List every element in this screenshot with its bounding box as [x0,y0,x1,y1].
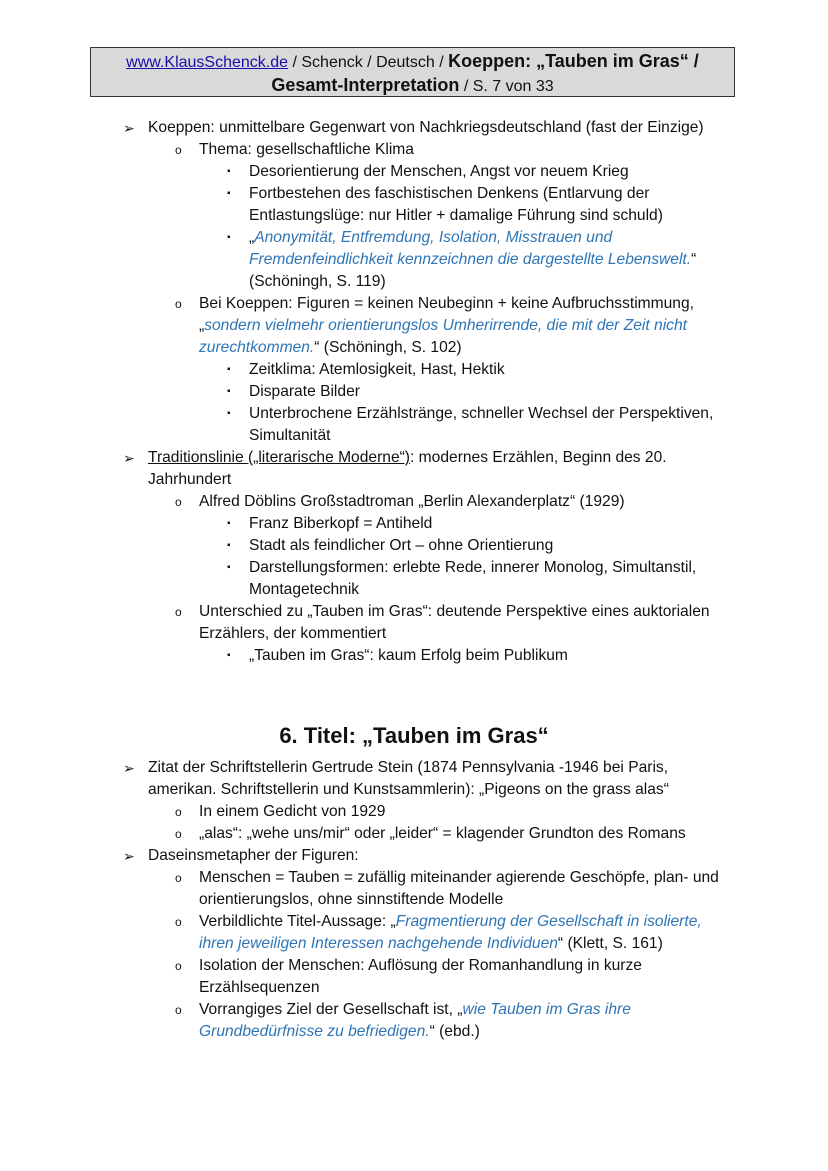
item-text: Stadt als feindlicher Ort – ohne Orientierung [249,537,554,554]
item-text: Alfred Döblins Großstadtroman „Berlin Alexanderplatz“ (1929) [199,493,625,510]
item-text: Vorrangiges Ziel der Gesellschaft ist, „ [199,1001,463,1018]
item-text: Darstellungsformen: erlebte Rede, innerer Monolog, Simultanstil, Montagetechnik [249,559,697,598]
section-titel [0,757,828,1043]
quotation-text: Anonymität, Entfremdung, Isolation, Misstrauen und Fremdenfeindlichkeit kennzeichnen die dargestellte Lebenswelt. [249,229,692,268]
list-item-level-2 [175,139,739,161]
list-item-level-2 [175,801,739,823]
list-item-level-1 [123,447,738,491]
square-bullet-icon: ▪ [227,386,231,397]
list-item-level-1 [123,117,738,139]
arrow-bullet-icon: ➢ [123,848,135,864]
item-text: „alas“: „wehe uns/mir“ oder „leider“ = klagender Grundton des Romans [199,825,686,842]
item-text: “ (Schöningh, S. 102) [314,339,462,356]
circle-bullet-icon: o [175,605,182,619]
page-number: / S. 7 von 33 [459,78,554,95]
list-item-level-3 [227,535,739,557]
square-bullet-icon: ▪ [227,650,231,661]
square-bullet-icon: ▪ [227,188,231,199]
item-text: Menschen = Tauben = zufällig miteinander agierende Geschöpfe, plan- und orientierungslos, ohne sinnstiftende Modelle [199,869,719,908]
arrow-bullet-icon: ➢ [123,760,135,776]
list-item-level-3 [227,183,739,227]
item-text: „Tauben im Gras“: kaum Erfolg beim Publikum [249,647,568,664]
item-text: Unterbrochene Erzählstränge, schneller Wechsel der Perspektiven, Simultanität [249,405,714,444]
arrow-bullet-icon: ➢ [123,450,135,466]
item-text: In einem Gedicht von 1929 [199,803,386,820]
circle-bullet-icon: o [175,959,182,973]
square-bullet-icon: ▪ [227,408,231,419]
circle-bullet-icon: o [175,1003,182,1017]
square-bullet-icon: ▪ [227,364,231,375]
item-text: Unterschied zu „Tauben im Gras“: deutende Perspektive eines auktorialen Erzählers, der kommentiert [199,603,710,642]
list-item-level-1 [123,757,738,801]
section-heading: 6. Titel: „Tauben im Gras“ [279,723,549,748]
list-item-level-3 [227,381,739,403]
item-text: Disparate Bilder [249,383,360,400]
quotation-text: wie Tauben im Gras ihre Grundbedürfnisse zu befriedigen. [199,1001,631,1040]
list-item-level-2 [175,293,739,359]
list-item-level-3 [227,403,739,447]
circle-bullet-icon: o [175,915,182,929]
arrow-bullet-icon: ➢ [123,120,135,136]
document-body [0,117,828,1043]
circle-bullet-icon: o [175,827,182,841]
item-text: „ [249,229,255,246]
square-bullet-icon: ▪ [227,518,231,529]
section-koeppen [0,117,828,667]
header-title-1: Koeppen: „Tauben im Gras“ / [448,51,699,71]
item-text: “ (Klett, S. 161) [557,935,663,952]
item-text: Bei Koeppen: Figuren = keinen Neubeginn + keine Aufbruchsstimmung, „ [199,295,694,334]
circle-bullet-icon: o [175,805,182,819]
item-text: : modernes Erzählen, Beginn des 20. Jahrhundert [148,449,667,488]
square-bullet-icon: ▪ [227,166,231,177]
list-item-level-3 [227,227,739,293]
circle-bullet-icon: o [175,495,182,509]
item-text: “ (ebd.) [429,1023,480,1040]
list-item-level-3 [227,645,739,667]
item-text: Desorientierung der Menschen, Angst vor neuem Krieg [249,163,629,180]
square-bullet-icon: ▪ [227,562,231,573]
list-item-level-3 [227,557,739,601]
list-item-level-3 [227,161,739,183]
list-item-level-2 [175,823,739,845]
item-text: Daseinsmetapher der Figuren: [148,847,359,864]
circle-bullet-icon: o [175,297,182,311]
item-text: Traditionslinie („literarische Moderne“) [148,449,411,466]
square-bullet-icon: ▪ [227,232,231,243]
list-item-level-3 [227,513,739,535]
list-item-level-3 [227,359,739,381]
item-text: Isolation der Menschen: Auflösung der Romanhandlung in kurze Erzählsequenzen [199,957,642,996]
item-text: “ (Schöningh, S. 119) [249,251,697,290]
list-item-level-2 [175,911,739,955]
list-item-level-2 [175,867,739,911]
quotation-text: sondern vielmehr orientierungslos Umherirrende, die mit der Zeit nicht zurechtkommen. [199,317,687,356]
item-text: Fortbestehen des faschistischen Denkens (Entlarvung der Entlastungslüge: nur Hitler + damalige Führung sind schuld) [249,185,663,224]
list-item-level-2 [175,955,739,999]
circle-bullet-icon: o [175,871,182,885]
square-bullet-icon: ▪ [227,540,231,551]
website-link[interactable]: www.KlausSchenck.de [126,54,289,71]
item-text: Verbildlichte Titel-Aussage: „ [199,913,396,930]
quotation-text: Fragmentierung der Gesellschaft in isolierte, ihren jeweiligen Interessen nachgehende Individuen [199,913,702,952]
list-item-level-2 [175,491,739,513]
item-text: Thema: gesellschaftliche Klima [199,141,414,158]
header-title-2: Gesamt-Interpretation [271,75,460,95]
header-path: / Schenck / Deutsch / [288,54,449,71]
item-text: Franz Biberkopf = Antiheld [249,515,433,532]
item-text: Zeitklima: Atemlosigkeit, Hast, Hektik [249,361,505,378]
item-text: Koeppen: unmittelbare Gegenwart von Nachkriegsdeutschland (fast der Einzige) [148,119,704,136]
page-header [90,47,735,97]
list-item-level-1 [123,845,738,867]
list-item-level-2 [175,999,739,1043]
list-item-level-2 [175,601,739,645]
circle-bullet-icon: o [175,143,182,157]
item-text: Zitat der Schriftstellerin Gertrude Stein (1874 Pennsylvania -1946 bei Paris, amerikan. Schriftstellerin und Kunstsammlerin): „Pigeons on the grass alas“ [148,759,669,798]
